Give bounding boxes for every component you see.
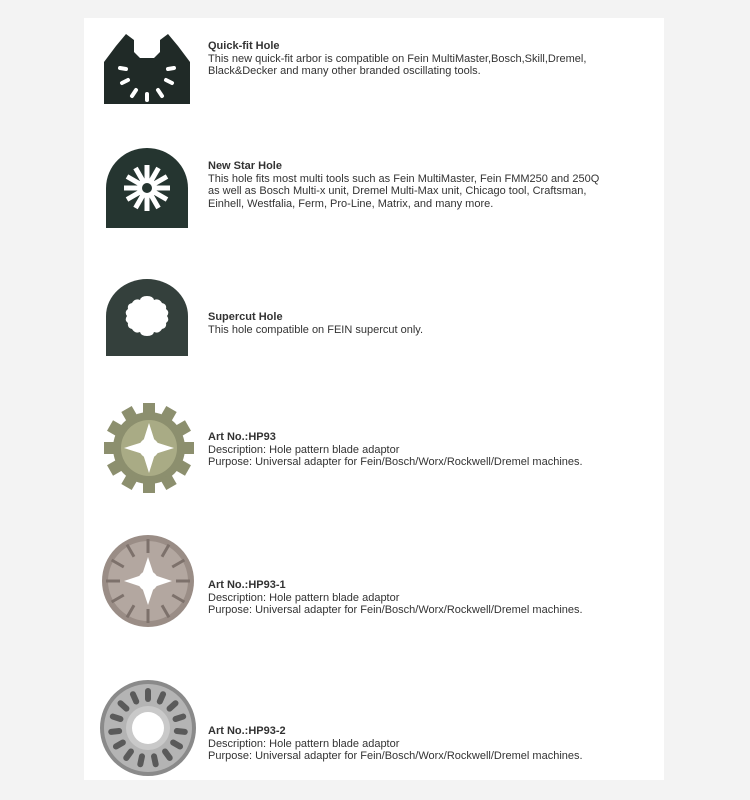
item-title: Quick-fit Hole <box>208 40 280 52</box>
item-description: This new quick-fit arbor is compatible on Fein MultiMaster,Bosch,Skill,Dremel, <box>208 52 587 65</box>
item-text <box>208 311 628 336</box>
item-text <box>208 160 628 210</box>
item-text <box>208 431 628 469</box>
item-description: This hole compatible on FEIN supercut only. <box>208 323 424 336</box>
item-description: Purpose: Universal adapter for Fein/Bosch/Worx/Rockwell/Dremel machines. <box>208 750 583 762</box>
item-text <box>208 579 628 617</box>
item-title: Art No.:HP93-2 <box>208 725 286 737</box>
item-title: Art No.:HP93-1 <box>208 579 286 591</box>
hp93-1-adaptor-icon <box>100 533 196 629</box>
item-description: Black&Decker and many other branded oscillating tools. <box>208 65 481 77</box>
item-description: Einhell, Westfalia, Ferm, Pro-Line, Matrix, and many more. <box>208 197 494 210</box>
item-title: New Star Hole <box>208 160 282 172</box>
hp93-adaptor-icon <box>102 401 196 495</box>
item-text <box>208 40 628 78</box>
item-description: Description: Hole pattern blade adaptor <box>208 737 400 750</box>
hp93-2-adaptor-icon <box>98 678 198 778</box>
quick-fit-hole-blade-icon <box>102 28 194 106</box>
item-title: Supercut Hole <box>208 311 283 323</box>
item-description: as well as Bosch Multi-x unit, Dremel Multi-Max unit, Chicago tool, Craftsman, <box>208 185 587 197</box>
item-description: Description: Hole pattern blade adaptor <box>208 443 400 456</box>
supercut-hole-blade-icon <box>104 278 190 358</box>
product-list <box>84 18 664 780</box>
item-description: This hole fits most multi tools such as Fein MultiMaster, Fein FMM250 and 250Q <box>208 172 600 185</box>
new-star-hole-blade-icon <box>104 148 190 230</box>
item-description: Purpose: Universal adapter for Fein/Bosch/Worx/Rockwell/Dremel machines. <box>208 604 583 616</box>
item-description: Purpose: Universal adapter for Fein/Bosch/Worx/Rockwell/Dremel machines. <box>208 456 583 468</box>
item-title: Art No.:HP93 <box>208 431 276 443</box>
item-description: Description: Hole pattern blade adaptor <box>208 591 400 604</box>
item-text <box>208 725 628 763</box>
